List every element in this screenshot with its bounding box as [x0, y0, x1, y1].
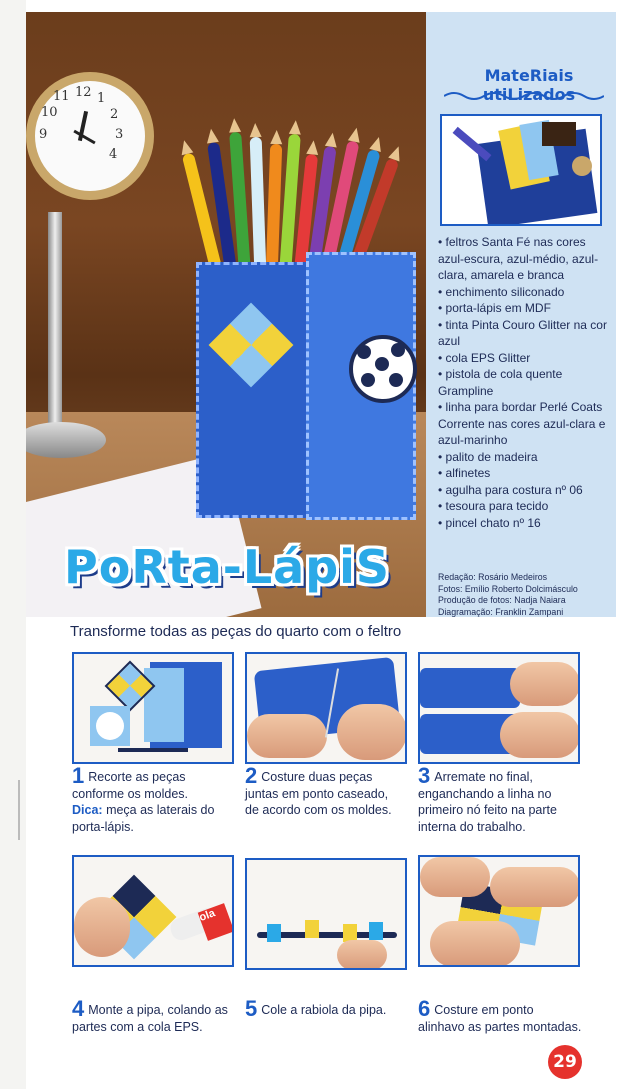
step-6-photo: [418, 855, 580, 967]
credit-line: Diagramação: Franklin Zampani: [438, 606, 564, 617]
step-3-photo: [418, 652, 580, 764]
credit-line: Produção de fotos: Nadja Naiara: [438, 595, 566, 605]
lamp-stem: [48, 212, 62, 442]
glue-bottle-label: ola: [198, 903, 234, 941]
materials-panel: [426, 12, 616, 617]
step-number: 1: [72, 763, 85, 788]
step-1-text: 1 Recorte as peças conforme os moldes. Dica: meça as laterais do porta-lápis.: [72, 763, 215, 834]
materials-photo: [440, 114, 602, 226]
step-3-text: 3 Arremate no final, enganchando a linha no primeiro nó feito na parte interna do trabalho.: [418, 763, 557, 834]
clock-number: 10: [41, 105, 58, 120]
colored-pencils: [176, 122, 426, 272]
pencil-holder: [196, 252, 414, 522]
list-item: • pistola de cola quente Grampline: [438, 366, 608, 399]
hero-photo: [26, 12, 426, 617]
step-4-text: 4 Monte a pipa, colando as partes com a cola EPS.: [72, 996, 228, 1034]
step-5-photo: [245, 858, 407, 970]
soccer-ball-appliqué: [349, 335, 417, 403]
clock-number: 9: [39, 127, 48, 142]
list-item: • tinta Pinta Couro Glitter na cor azul: [438, 317, 608, 350]
list-item: • pincel chato nº 16: [438, 515, 608, 532]
tip-label: Dica:: [72, 803, 103, 817]
step-number: 2: [245, 763, 258, 788]
page-gutter: [0, 0, 26, 1089]
step-4-photo: [72, 855, 234, 967]
list-item: • porta-lápis em MDF: [438, 300, 608, 317]
materials-list: [438, 234, 608, 531]
page-title: PoRta-LápiS: [64, 540, 391, 594]
list-item: • agulha para costura nº 06: [438, 482, 608, 499]
kite-appliqué: [209, 303, 294, 388]
list-item: • cola EPS Glitter: [438, 350, 608, 367]
step-1-photo: [72, 652, 234, 764]
credits: [438, 572, 613, 618]
list-item: • tesoura para tecido: [438, 498, 608, 515]
subtitle: Transforme todas as peças do quarto com o feltro: [70, 623, 402, 640]
step-number: 3: [418, 763, 431, 788]
clock-number: 4: [109, 147, 118, 162]
clock-number: 11: [53, 89, 70, 104]
clock-number: 12: [75, 85, 92, 100]
credit-line: Fotos: Emílio Roberto Dolcimásculo: [438, 583, 578, 594]
clock-number: 2: [110, 107, 119, 122]
page-number-badge: 29: [548, 1045, 582, 1079]
step-5-text: 5 Cole a rabiola da pipa.: [245, 996, 387, 1021]
step-number: 6: [418, 996, 431, 1021]
list-item: • palito de madeira: [438, 449, 608, 466]
clock: [26, 72, 154, 200]
step-2-text: 2 Costure duas peças juntas em ponto caseado, de acordo com os moldes.: [245, 763, 392, 817]
step-number: 4: [72, 996, 85, 1021]
credit-line: Redação: Rosário Medeiros: [438, 572, 548, 582]
wave-divider: [444, 90, 604, 102]
holder-front-face: [196, 262, 312, 518]
step-number: 5: [245, 996, 258, 1021]
materials-title: MateRiais utiLizados: [482, 66, 576, 104]
step-6-text: 6 Costure em ponto alinhavo as partes montadas.: [418, 996, 582, 1034]
clock-number: 1: [97, 91, 106, 106]
list-item: • alfinetes: [438, 465, 608, 482]
list-item: • enchimento siliconado: [438, 284, 608, 301]
list-item: • feltros Santa Fé nas cores azul-escura, azul-médio, azul-clara, amarela e branca: [438, 234, 608, 284]
holder-side-face: [306, 252, 416, 520]
clock-number: 3: [115, 127, 124, 142]
step-2-photo: [245, 652, 407, 764]
list-item: • linha para bordar Perlé Coats Corrente nas cores azul-clara e azul-marinho: [438, 399, 608, 449]
